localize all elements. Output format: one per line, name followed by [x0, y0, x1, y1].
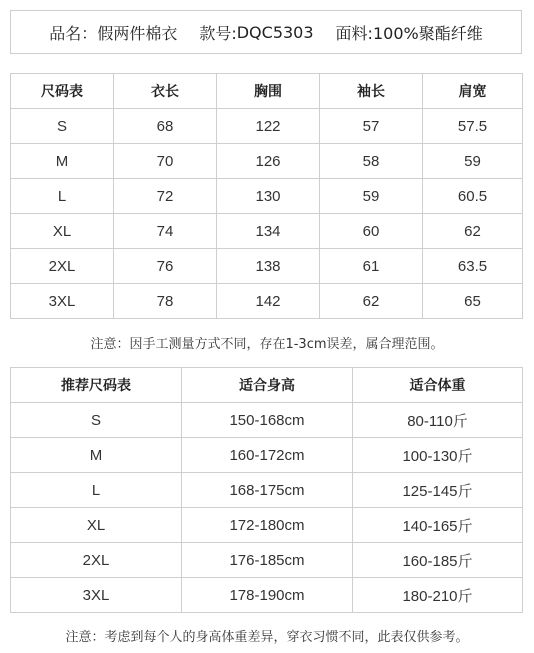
header-weight: 适合体重	[353, 368, 523, 403]
header-shoulder: 肩宽	[423, 74, 523, 109]
table-cell: M	[11, 438, 182, 473]
table-cell: 74	[114, 214, 217, 249]
table-cell: 62	[320, 284, 423, 319]
table-row	[11, 403, 523, 438]
header-length: 衣长	[114, 74, 217, 109]
table-header-row	[11, 368, 523, 403]
header-height: 适合身高	[182, 368, 353, 403]
table-cell: 2XL	[11, 543, 182, 578]
table-cell: 160-185斤	[353, 543, 523, 578]
table-row	[11, 249, 523, 284]
table-cell: 178-190cm	[182, 578, 353, 613]
table-cell: 100-130斤	[353, 438, 523, 473]
recommended-size-table	[10, 367, 523, 613]
table-cell: 58	[320, 144, 423, 179]
table-row	[11, 214, 523, 249]
table-cell: 122	[217, 109, 320, 144]
product-info-header	[10, 10, 522, 54]
table-cell: 134	[217, 214, 320, 249]
table-cell: 2XL	[11, 249, 114, 284]
table-cell: S	[11, 109, 114, 144]
size-table-body	[11, 109, 523, 319]
table-cell: 172-180cm	[182, 508, 353, 543]
table-cell: S	[11, 403, 182, 438]
table-row	[11, 508, 523, 543]
table-cell: 60.5	[423, 179, 523, 214]
table-cell: 59	[320, 179, 423, 214]
table-cell: 65	[423, 284, 523, 319]
table-cell: 59	[423, 144, 523, 179]
reference-note: 注意：考虑到每个人的身高体重差异，穿衣习惯不同，此表仅供参考。	[65, 630, 469, 645]
header-recommended-size: 推荐尺码表	[11, 368, 182, 403]
size-chart-table	[10, 73, 523, 319]
style-number-value: DQC5303	[236, 22, 314, 42]
table-row	[11, 438, 523, 473]
table-cell: 60	[320, 214, 423, 249]
table-cell: 76	[114, 249, 217, 284]
table-cell: 160-172cm	[182, 438, 353, 473]
table-header-row	[11, 74, 523, 109]
table-cell: 78	[114, 284, 217, 319]
table-cell: 125-145斤	[353, 473, 523, 508]
table-cell: L	[11, 473, 182, 508]
table-cell: 176-185cm	[182, 543, 353, 578]
table-cell: 57.5	[423, 109, 523, 144]
table-cell: L	[11, 179, 114, 214]
table-cell: XL	[11, 508, 182, 543]
header-size: 尺码表	[11, 74, 114, 109]
table-cell: 61	[320, 249, 423, 284]
product-name-label: 品名：	[49, 23, 98, 43]
table-cell: 180-210斤	[353, 578, 523, 613]
recommended-table-body	[11, 403, 523, 613]
table-cell: XL	[11, 214, 114, 249]
table-cell: 168-175cm	[182, 473, 353, 508]
header-chest: 胸围	[217, 74, 320, 109]
table-cell: 63.5	[423, 249, 523, 284]
table-cell: M	[11, 144, 114, 179]
table-row	[11, 284, 523, 319]
fabric-label: 面料:	[335, 23, 373, 43]
table-cell: 3XL	[11, 578, 182, 613]
table-cell: 80-110斤	[353, 403, 523, 438]
table-cell: 70	[114, 144, 217, 179]
table-row	[11, 578, 523, 613]
table-cell: 126	[217, 144, 320, 179]
fabric-value: 100%聚酯纤维	[372, 23, 483, 43]
table-cell: 130	[217, 179, 320, 214]
table-cell: 62	[423, 214, 523, 249]
table-cell: 68	[114, 109, 217, 144]
table-cell: 3XL	[11, 284, 114, 319]
table-cell: 72	[114, 179, 217, 214]
measurement-note: 注意：因手工测量方式不同，存在1-3cm误差，属合理范围。	[90, 337, 444, 352]
table-row	[11, 543, 523, 578]
style-number-label: 款号:	[199, 23, 237, 43]
table-cell: 142	[217, 284, 320, 319]
table-cell: 140-165斤	[353, 508, 523, 543]
header-sleeve: 袖长	[320, 74, 423, 109]
table-cell: 150-168cm	[182, 403, 353, 438]
table-cell: 57	[320, 109, 423, 144]
table-cell: 138	[217, 249, 320, 284]
table-row	[11, 473, 523, 508]
table-row	[11, 179, 523, 214]
table-row	[11, 144, 523, 179]
table-row	[11, 109, 523, 144]
product-name-value: 假两件棉衣	[97, 23, 178, 43]
